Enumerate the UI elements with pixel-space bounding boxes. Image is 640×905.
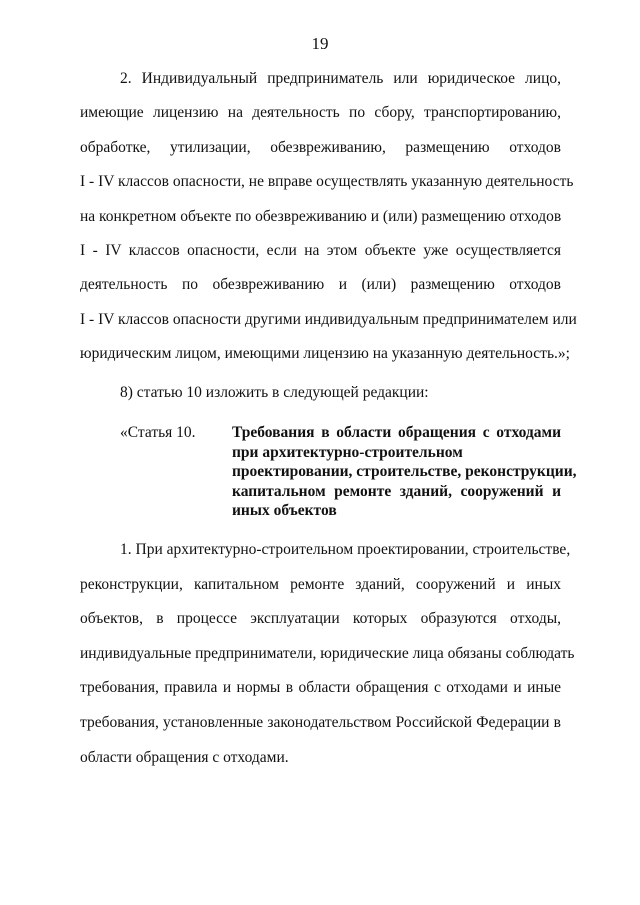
paragraph-line: I - IV классов опасности, не вправе осуществлять указанную деятельность bbox=[80, 173, 574, 191]
article-title-line: проектировании, строительстве, реконструкции, bbox=[232, 463, 577, 480]
paragraph-line: реконструкции, капитальном ремонте зданий, сооружений и иных bbox=[80, 575, 561, 593]
paragraph-line: 2. Индивидуальный предприниматель или юридическое лицо, bbox=[120, 70, 561, 87]
paragraph-line: требования, установленные законодательством Российской Федерации в bbox=[80, 713, 561, 731]
amendment-item-8 bbox=[80, 376, 561, 410]
article-title bbox=[232, 423, 577, 521]
article-title-line: Требования в области обращения с отходами bbox=[232, 424, 561, 441]
article-title-line: капитальном ремонте зданий, сооружений и bbox=[232, 482, 561, 500]
paragraph-line: деятельность по обезвреживанию и (или) размещению отходов bbox=[80, 276, 561, 294]
paragraph-line: индивидуальные предприниматели, юридические лица обязаны соблюдать bbox=[80, 644, 575, 662]
page-number: 19 bbox=[311, 34, 329, 53]
paragraph-line: 8) статью 10 изложить в следующей редакции: bbox=[120, 384, 429, 401]
paragraph-line: имеющие лицензию на деятельность по сбору, транспортированию, bbox=[80, 104, 561, 122]
paragraph-line: требования, правила и нормы в области обращения с отходами и иные bbox=[80, 679, 561, 697]
article-title-line: при архитектурно-строительном bbox=[232, 443, 463, 461]
paragraph-line: I - IV классов опасности, если на этом объекте уже осуществляется bbox=[80, 242, 561, 260]
paragraph-2-license-restriction bbox=[80, 62, 577, 372]
paragraph-line: юридическим лицом, имеющими лицензию на указанную деятельность.»; bbox=[80, 345, 570, 363]
paragraph-line: 1. При архитектурно-строительном проектировании, строительстве, bbox=[120, 541, 571, 558]
paragraph-line: объектов, в процессе эксплуатации которых образуются отходы, bbox=[80, 610, 561, 628]
article-number-label: «Статья 10. bbox=[120, 424, 196, 441]
paragraph-line: I - IV классов опасности другими индивидуальным предпринимателем или bbox=[80, 310, 577, 328]
article-paragraph-1 bbox=[80, 533, 575, 775]
paragraph-line: на конкретном объекте по обезвреживанию и (или) размещению отходов bbox=[80, 207, 562, 225]
article-title-line: иных объектов bbox=[232, 502, 337, 519]
paragraph-line: обработке, утилизации, обезвреживанию, размещению отходов bbox=[80, 138, 561, 156]
paragraph-line: области обращения с отходами. bbox=[80, 748, 289, 766]
